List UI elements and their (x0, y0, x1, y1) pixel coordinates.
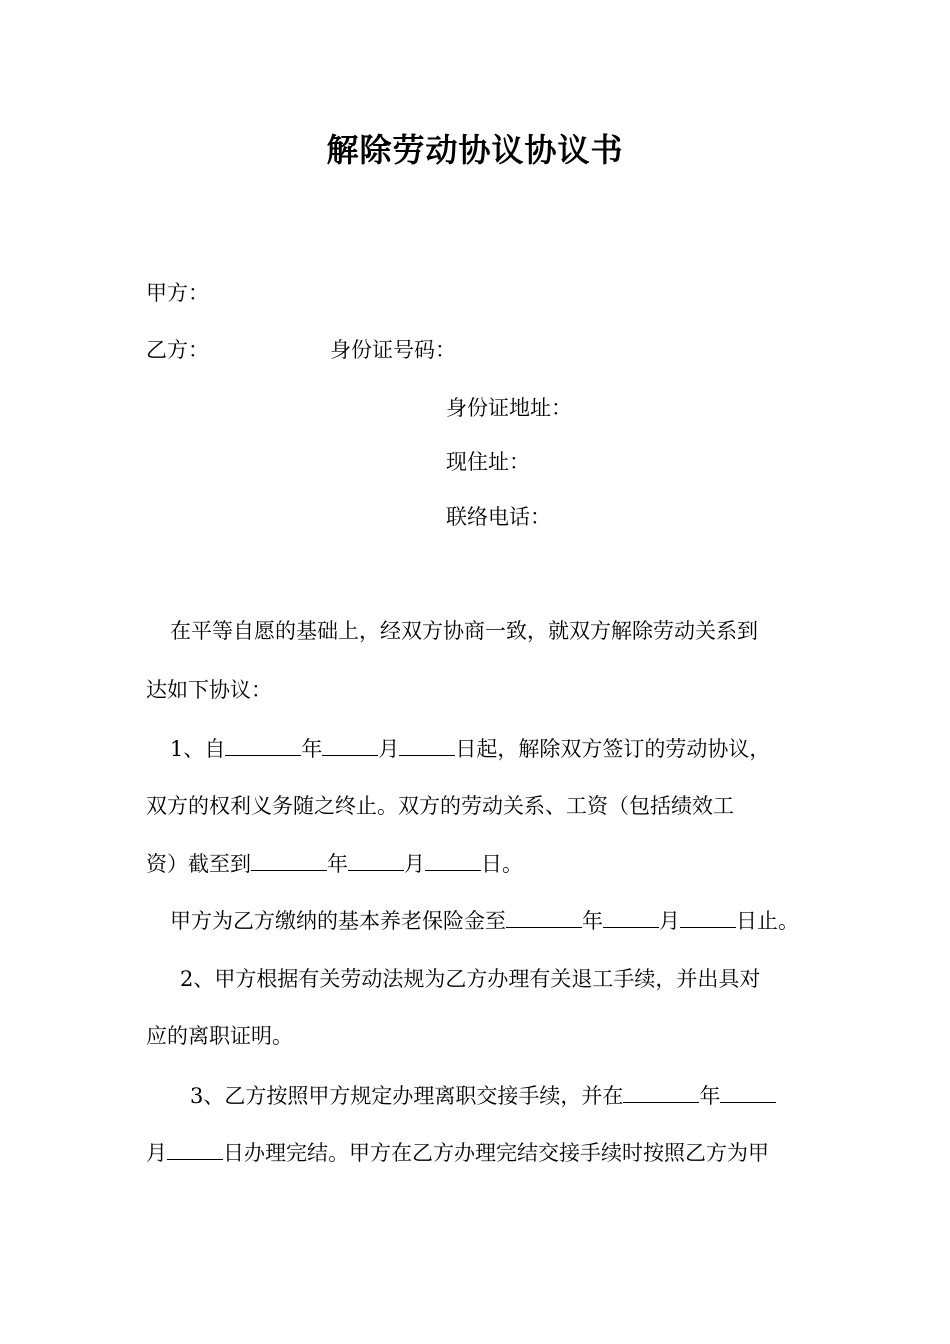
pension-line (170, 905, 799, 936)
clause-3-line-2-suffix: 日办理完结。甲方在乙方办理完结交接手续时按照乙方为甲 (223, 1141, 769, 1165)
clause-1-prefix: 1、自 (170, 737, 226, 761)
clause-1-suffix: 日起，解除双方签订的劳动协议， (455, 737, 771, 761)
party-b-label: 乙方： (146, 338, 209, 362)
current-address-label: 现住址： (446, 450, 530, 474)
month-blank[interactable] (720, 1080, 776, 1103)
year-blank[interactable] (506, 905, 582, 928)
year-label: 年 (582, 909, 603, 933)
year-blank[interactable] (225, 733, 301, 756)
month-label: 月 (404, 852, 425, 876)
clause-3-prefix: 3、乙方按照甲方规定办理离职交接手续，并在 (190, 1084, 624, 1108)
year-label: 年 (699, 1084, 721, 1108)
year-label: 年 (301, 737, 323, 761)
month-blank[interactable] (603, 905, 659, 928)
clause-1-line-3 (146, 848, 523, 879)
month-label: 月 (659, 909, 680, 933)
day-label: 日。 (481, 852, 523, 876)
party-a-label: 甲方： (146, 281, 209, 305)
day-blank[interactable] (680, 905, 736, 928)
year-blank[interactable] (623, 1080, 699, 1103)
intro-paragraph-line-1: 在平等自愿的基础上，经双方协商一致，就双方解除劳动关系到 (170, 619, 758, 643)
clause-1-line-1 (170, 733, 770, 764)
clause-3-line-2 (146, 1137, 769, 1168)
clause-1-line-2: 双方的权利义务随之终止。双方的劳动关系、工资（包括绩效工 (146, 794, 734, 818)
month-label: 月 (378, 737, 400, 761)
month-blank[interactable] (322, 733, 378, 756)
clause-3-line-1 (190, 1080, 776, 1111)
clause-2-line-2: 应的离职证明。 (146, 1024, 293, 1048)
clause-2-line-1: 2、甲方根据有关劳动法规为乙方办理有关退工手续，并出具对 (180, 967, 761, 991)
year-label: 年 (327, 852, 348, 876)
month-blank[interactable] (348, 848, 404, 871)
year-blank[interactable] (251, 848, 327, 871)
pension-prefix: 甲方为乙方缴纳的基本养老保险金至 (170, 909, 506, 933)
clause-1-line-3-prefix: 资）截至到 (146, 852, 251, 876)
phone-label: 联络电话： (446, 505, 551, 529)
id-address-label: 身份证地址： (446, 396, 572, 420)
month-label: 月 (146, 1141, 167, 1165)
day-label: 日止。 (736, 909, 799, 933)
day-blank[interactable] (167, 1137, 223, 1160)
id-number-label: 身份证号码： (330, 338, 456, 362)
day-blank[interactable] (425, 848, 481, 871)
day-blank[interactable] (399, 733, 455, 756)
document-title: 解除劳动协议协议书 (326, 131, 624, 169)
intro-paragraph-line-2: 达如下协议： (146, 678, 272, 702)
